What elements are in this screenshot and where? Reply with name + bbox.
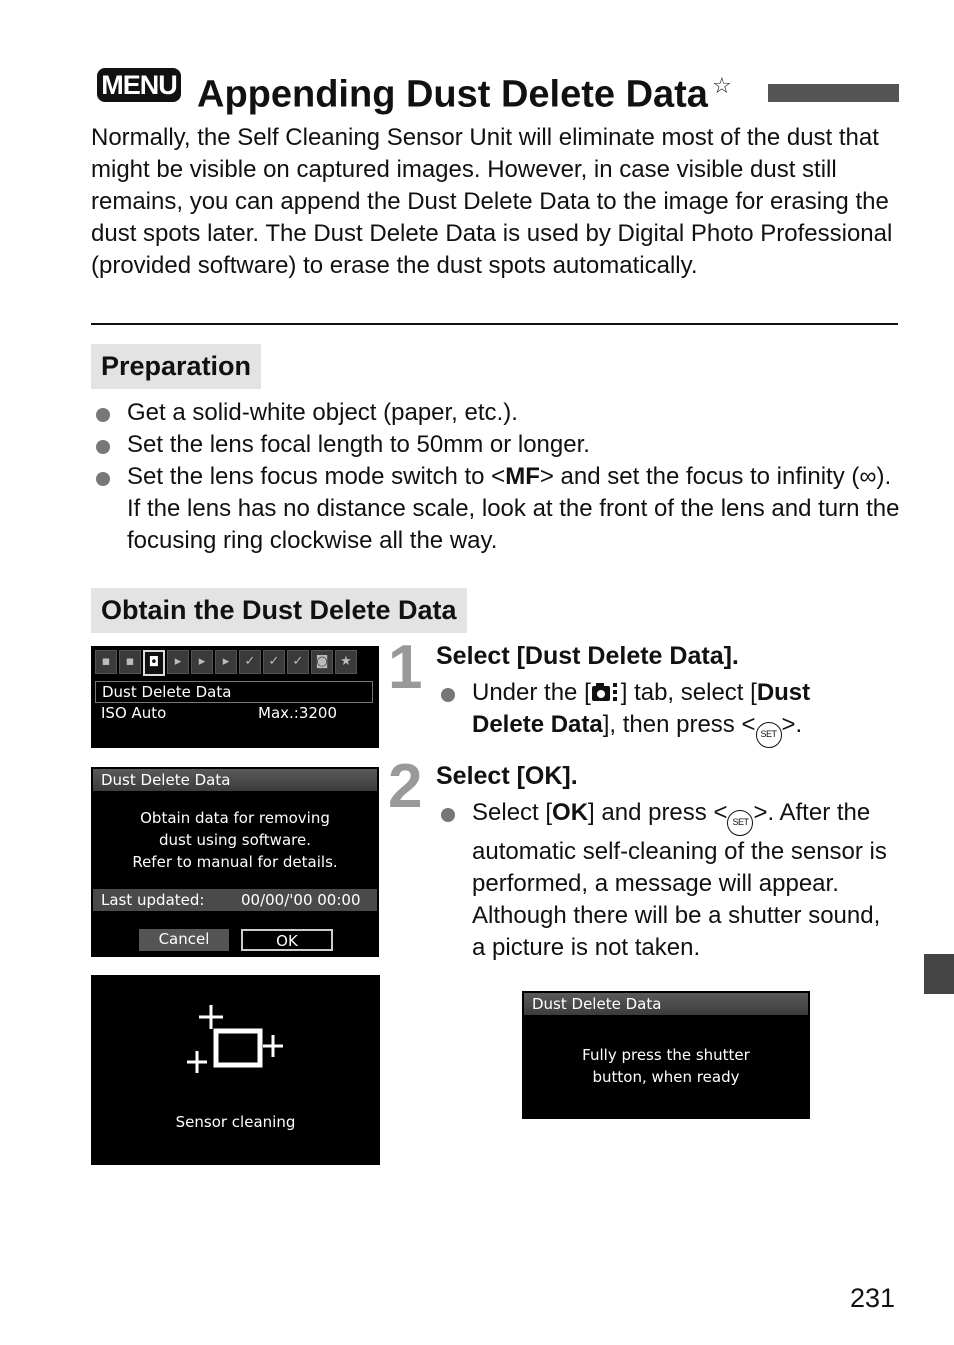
set-button-icon: SET [756, 722, 782, 748]
step-heading: Select [Dust Delete Data]. [436, 642, 739, 670]
sensor-cleaning-icon [183, 1001, 293, 1081]
screen-message: button, when ready [592, 1068, 740, 1086]
iso-auto-value: Max.:3200 [258, 704, 338, 722]
menu-item-dust-delete-data[interactable]: Dust Delete Data [95, 681, 373, 703]
last-updated-value: 00/00/'00 00:00 [241, 891, 361, 909]
dialog-message: Obtain data for removing [140, 809, 330, 827]
dialog-message: dust using software. [159, 831, 311, 849]
step-text: >. [781, 711, 803, 738]
dialog-header: Dust Delete Data [93, 769, 377, 791]
title-decor-bar [768, 84, 899, 102]
step-text: ] and press < [588, 799, 728, 826]
dialog-message: Refer to manual for details. [132, 853, 338, 871]
step-bold: Dust Delete Data [472, 679, 811, 738]
divider [91, 323, 898, 325]
page-title-text: Appending Dust Delete Data [197, 73, 708, 116]
item-text: > and set the focus to infinity (∞). If the lens has no distance scale, look at the front of the lens and turn the focusing ring clockwise all the way. [127, 463, 900, 554]
step-bold: OK [552, 799, 589, 826]
playback-tab-icon: ▸ [167, 650, 189, 674]
step-text: >. After the automatic self-cleaning of the sensor is performed, a message will appear. Although there will be a shutter sound, a picture is not taken. [472, 799, 887, 961]
list-item [436, 677, 856, 748]
cancel-button[interactable]: Cancel [139, 929, 229, 951]
star-icon: ☆ [711, 73, 732, 98]
page-title [197, 62, 732, 119]
list-item [91, 461, 901, 557]
step-body [436, 797, 896, 964]
playback-tab-icon: ▸ [191, 650, 213, 674]
step-heading: Select [OK]. [436, 762, 578, 790]
shoot-tab-icon: ▪ [95, 650, 117, 674]
menu-badge: MENU [97, 68, 181, 102]
shoot-tab-active-icon: ◘ [143, 650, 165, 676]
setup-tab-icon: ✓ [263, 650, 285, 674]
obtain-heading: Obtain the Dust Delete Data [91, 588, 467, 633]
my-menu-star-icon: ★ [335, 650, 357, 674]
step-text: Under the [ [472, 679, 591, 706]
preparation-heading: Preparation [91, 344, 261, 389]
custom-tab-icon: ◙ [311, 650, 333, 674]
step-text: Select [ [472, 799, 553, 826]
ok-button[interactable]: OK [241, 929, 333, 951]
shoot-tab-icon: ▪ [119, 650, 141, 674]
step-body [436, 677, 856, 748]
last-updated-bar [93, 889, 377, 911]
step-text: ], then press < [602, 711, 756, 738]
press-shutter-screen [522, 991, 810, 1119]
last-updated-label: Last updated: [101, 891, 205, 909]
shooting-tab-icon [591, 680, 621, 702]
step-text: ] tab, select [ [620, 679, 757, 706]
list-item: Get a solid-white object (paper, etc.). [91, 397, 901, 429]
screen-message: Fully press the shutter [582, 1046, 750, 1064]
menu-item-iso-auto[interactable]: ISO Auto [101, 704, 167, 722]
setup-tab-icon: ✓ [239, 650, 261, 674]
playback-tab-icon: ▸ [215, 650, 237, 674]
step-number: 1 [388, 633, 423, 702]
item-text: Set the lens focus mode switch to < [127, 463, 506, 490]
sensor-cleaning-screen [91, 975, 380, 1165]
list-item: Set the lens focal length to 50mm or longer. [91, 429, 901, 461]
preparation-list [91, 397, 901, 557]
sensor-cleaning-label: Sensor cleaning [175, 1113, 296, 1131]
dust-delete-dialog-screen [91, 767, 379, 957]
screen-header: Dust Delete Data [524, 993, 808, 1015]
setup-tab-icon: ✓ [287, 650, 309, 674]
mf-label: MF [505, 463, 540, 490]
step-number: 2 [388, 752, 423, 821]
page-number: 231 [850, 1283, 896, 1313]
menu-tabs [95, 650, 375, 676]
chapter-side-tab [924, 954, 954, 994]
set-button-icon: SET [727, 810, 753, 836]
camera-menu-screen [91, 646, 379, 748]
intro-paragraph: Normally, the Self Cleaning Sensor Unit will eliminate most of the dust that might be visible on captured images. However, in case visible dust still remains, you can append the Dust Delete Data to the image for erasing the dust spots later. The Dust Delete Data is used by Digital Photo Professional (provided software) to erase the dust spots automatically. [91, 124, 893, 279]
list-item [436, 797, 896, 964]
